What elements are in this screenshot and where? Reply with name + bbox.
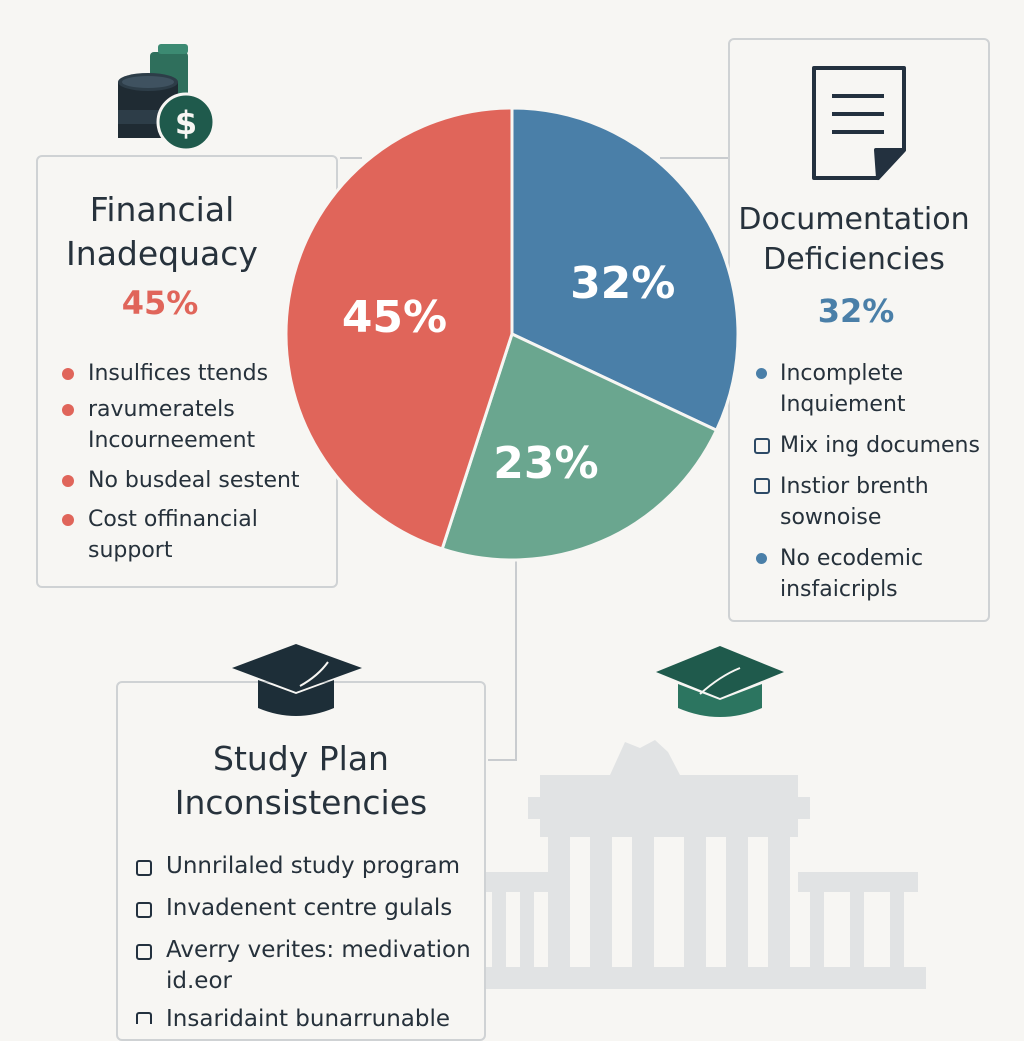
documentation-item-1-line1: Incomplete xyxy=(780,361,904,386)
study-item-3-line2: id.eor xyxy=(166,968,232,994)
bullet-square-icon xyxy=(136,944,152,960)
documentation-percent: 32% xyxy=(817,292,895,330)
documentation-item-4-line1: No ecodemic xyxy=(780,546,924,571)
study-title-line1: Study Plan xyxy=(213,739,389,778)
documentation-item-3-line2: sownoise xyxy=(780,505,882,530)
documentation-item-4-line2: insfaicripls xyxy=(780,577,898,602)
financial-title-line2: Inadequacy xyxy=(66,234,258,273)
financial-item-2-line1: ravumeratels xyxy=(88,397,235,422)
bullet-dot-icon xyxy=(756,368,767,379)
financial-item-4-line1: Cost offinancial xyxy=(88,507,258,532)
study-item-3-line1: Averry verites: medivation xyxy=(166,937,471,963)
financial-title-line1: Financial xyxy=(89,190,235,229)
slice-label-study: 23% xyxy=(493,438,599,489)
bullet-dot-icon xyxy=(62,404,74,416)
documentation-item-3-line1: Instior brenth xyxy=(780,474,929,499)
documentation-title-line1: Documentation xyxy=(738,202,970,237)
financial-percent: 45% xyxy=(121,284,199,322)
bullet-square-icon xyxy=(136,1012,152,1024)
study-title-line2: Inconsistencies xyxy=(174,783,428,822)
slice-label-documentation: 32% xyxy=(570,258,676,309)
slice-label-financial: 45% xyxy=(341,292,448,343)
financial-item-4-line2: support xyxy=(88,538,173,563)
study-item-1-line1: Unnrilaled study program xyxy=(166,853,461,879)
financial-item-2-line2: Incourneement xyxy=(88,428,256,453)
bullet-square-icon xyxy=(136,860,152,876)
financial-item-3-line1: No busdeal sestent xyxy=(88,468,300,493)
documentation-item-2-line1: Mix ing documens xyxy=(780,433,980,458)
study-item-2-line1: Invadenent centre gulals xyxy=(166,895,453,921)
bullet-dot-icon xyxy=(62,368,74,380)
financial-item-1-line1: Insulfices ttends xyxy=(88,361,269,386)
documentation-title-line2: Deficiencies xyxy=(763,242,945,277)
bullet-square-icon xyxy=(136,902,152,918)
svg-text:$: $ xyxy=(174,104,198,142)
bullet-square-icon xyxy=(754,438,770,454)
bullet-dot-icon xyxy=(62,514,74,526)
bullet-square-icon xyxy=(754,478,770,494)
study-item-4-line1: Insaridaint bunarrunable xyxy=(166,1006,451,1032)
bullet-dot-icon xyxy=(756,553,767,564)
bullet-dot-icon xyxy=(62,475,74,487)
documentation-item-1-line2: Inquiement xyxy=(780,392,906,417)
